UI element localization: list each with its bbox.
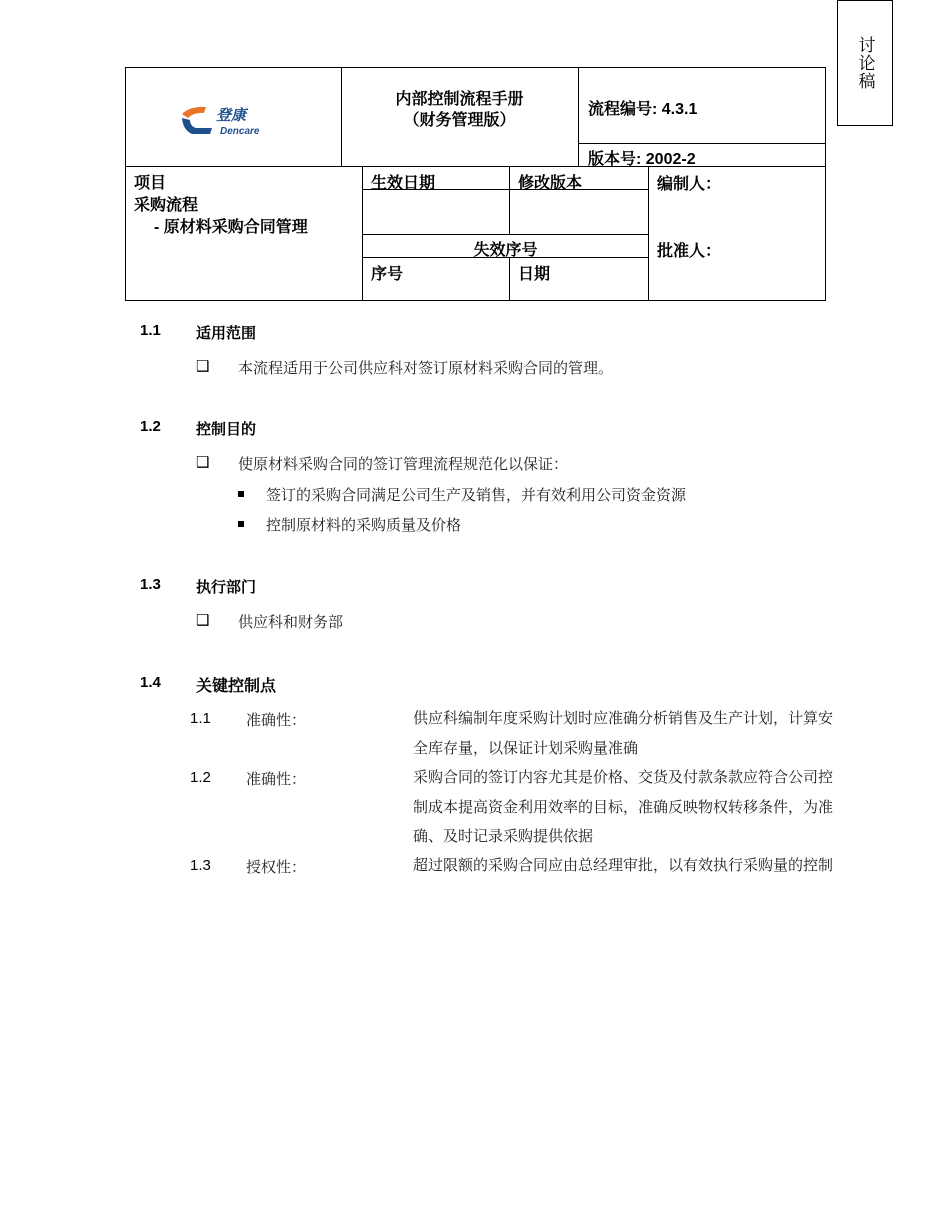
section-title: 适用范围 bbox=[196, 325, 257, 342]
dencare-logo bbox=[180, 104, 280, 138]
version-number: 版本号: 2002-2 bbox=[588, 151, 696, 168]
revision-label: 修改版本 bbox=[518, 175, 583, 192]
expiry-seq-label: 失效序号 bbox=[473, 242, 538, 259]
svg-text:Dencare: Dencare bbox=[220, 126, 260, 137]
seq-label: 序号 bbox=[371, 266, 404, 283]
section-title: 控制目的 bbox=[196, 421, 257, 438]
section-number: 1.1 bbox=[140, 322, 161, 339]
sub-process-name: - 原材料采购合同管理 bbox=[154, 219, 308, 236]
list-item: 控制原材料的采购质量及价格 bbox=[266, 516, 462, 534]
list-item: 签订的采购合同满足公司生产及销售，并有效利用公司资金资源 bbox=[266, 486, 687, 504]
manual-title: 内部控制流程手册 bbox=[395, 91, 524, 108]
header-table bbox=[0, 0, 950, 310]
control-point-number: 1.2 bbox=[190, 769, 211, 786]
control-point-description: 超过限额的采购合同应由总经理审批，以有效执行采购量的控制 bbox=[413, 856, 834, 874]
control-point-description: 供应科编制年度采购计划时应准确分析销售及生产计划，计算安全库存量，以保证计划采购量准确 bbox=[413, 709, 834, 757]
control-point-type: 准确性： bbox=[246, 770, 307, 788]
checkbox-bullet-icon: ❑ bbox=[196, 357, 210, 375]
square-bullet-icon bbox=[238, 521, 244, 527]
section-paragraph: 本流程适用于公司供应科对签订原材料采购合同的管理。 bbox=[238, 359, 614, 377]
control-point-number: 1.3 bbox=[190, 857, 211, 874]
section-paragraph: 供应科和财务部 bbox=[238, 613, 344, 631]
draft-stamp-text: 讨论稿 bbox=[854, 36, 875, 90]
compiler-label: 编制人： bbox=[657, 176, 722, 193]
section-paragraph: 使原材料采购合同的签订管理流程规范化以保证： bbox=[238, 455, 569, 473]
control-point-type: 授权性： bbox=[246, 858, 307, 876]
section-number: 1.4 bbox=[140, 674, 161, 691]
checkbox-bullet-icon: ❑ bbox=[196, 611, 210, 629]
date-label: 日期 bbox=[518, 266, 551, 283]
effective-date-label: 生效日期 bbox=[371, 175, 436, 192]
svg-text:登康: 登康 bbox=[216, 106, 247, 124]
section-title: 执行部门 bbox=[196, 579, 257, 596]
square-bullet-icon bbox=[238, 491, 244, 497]
section-title: 关键控制点 bbox=[196, 678, 277, 695]
section-number: 1.3 bbox=[140, 576, 161, 593]
approver-label: 批准人： bbox=[657, 243, 722, 260]
control-point-description: 采购合同的签订内容尤其是价格、交货及付款条款应符合公司控制成本提高资金利用效率的目标，准确反映物权转移条件，为准确、及时记录采购提供依据 bbox=[413, 768, 834, 845]
manual-subtitle: （财务管理版） bbox=[403, 112, 516, 129]
control-point-type: 准确性： bbox=[246, 711, 307, 729]
checkbox-bullet-icon: ❑ bbox=[196, 453, 210, 471]
control-point-number: 1.1 bbox=[190, 710, 211, 727]
item-label: 项目 bbox=[134, 175, 167, 192]
section-number: 1.2 bbox=[140, 418, 161, 435]
process-number: 流程编号: 4.3.1 bbox=[588, 101, 698, 118]
process-name: 采购流程 bbox=[134, 197, 199, 214]
